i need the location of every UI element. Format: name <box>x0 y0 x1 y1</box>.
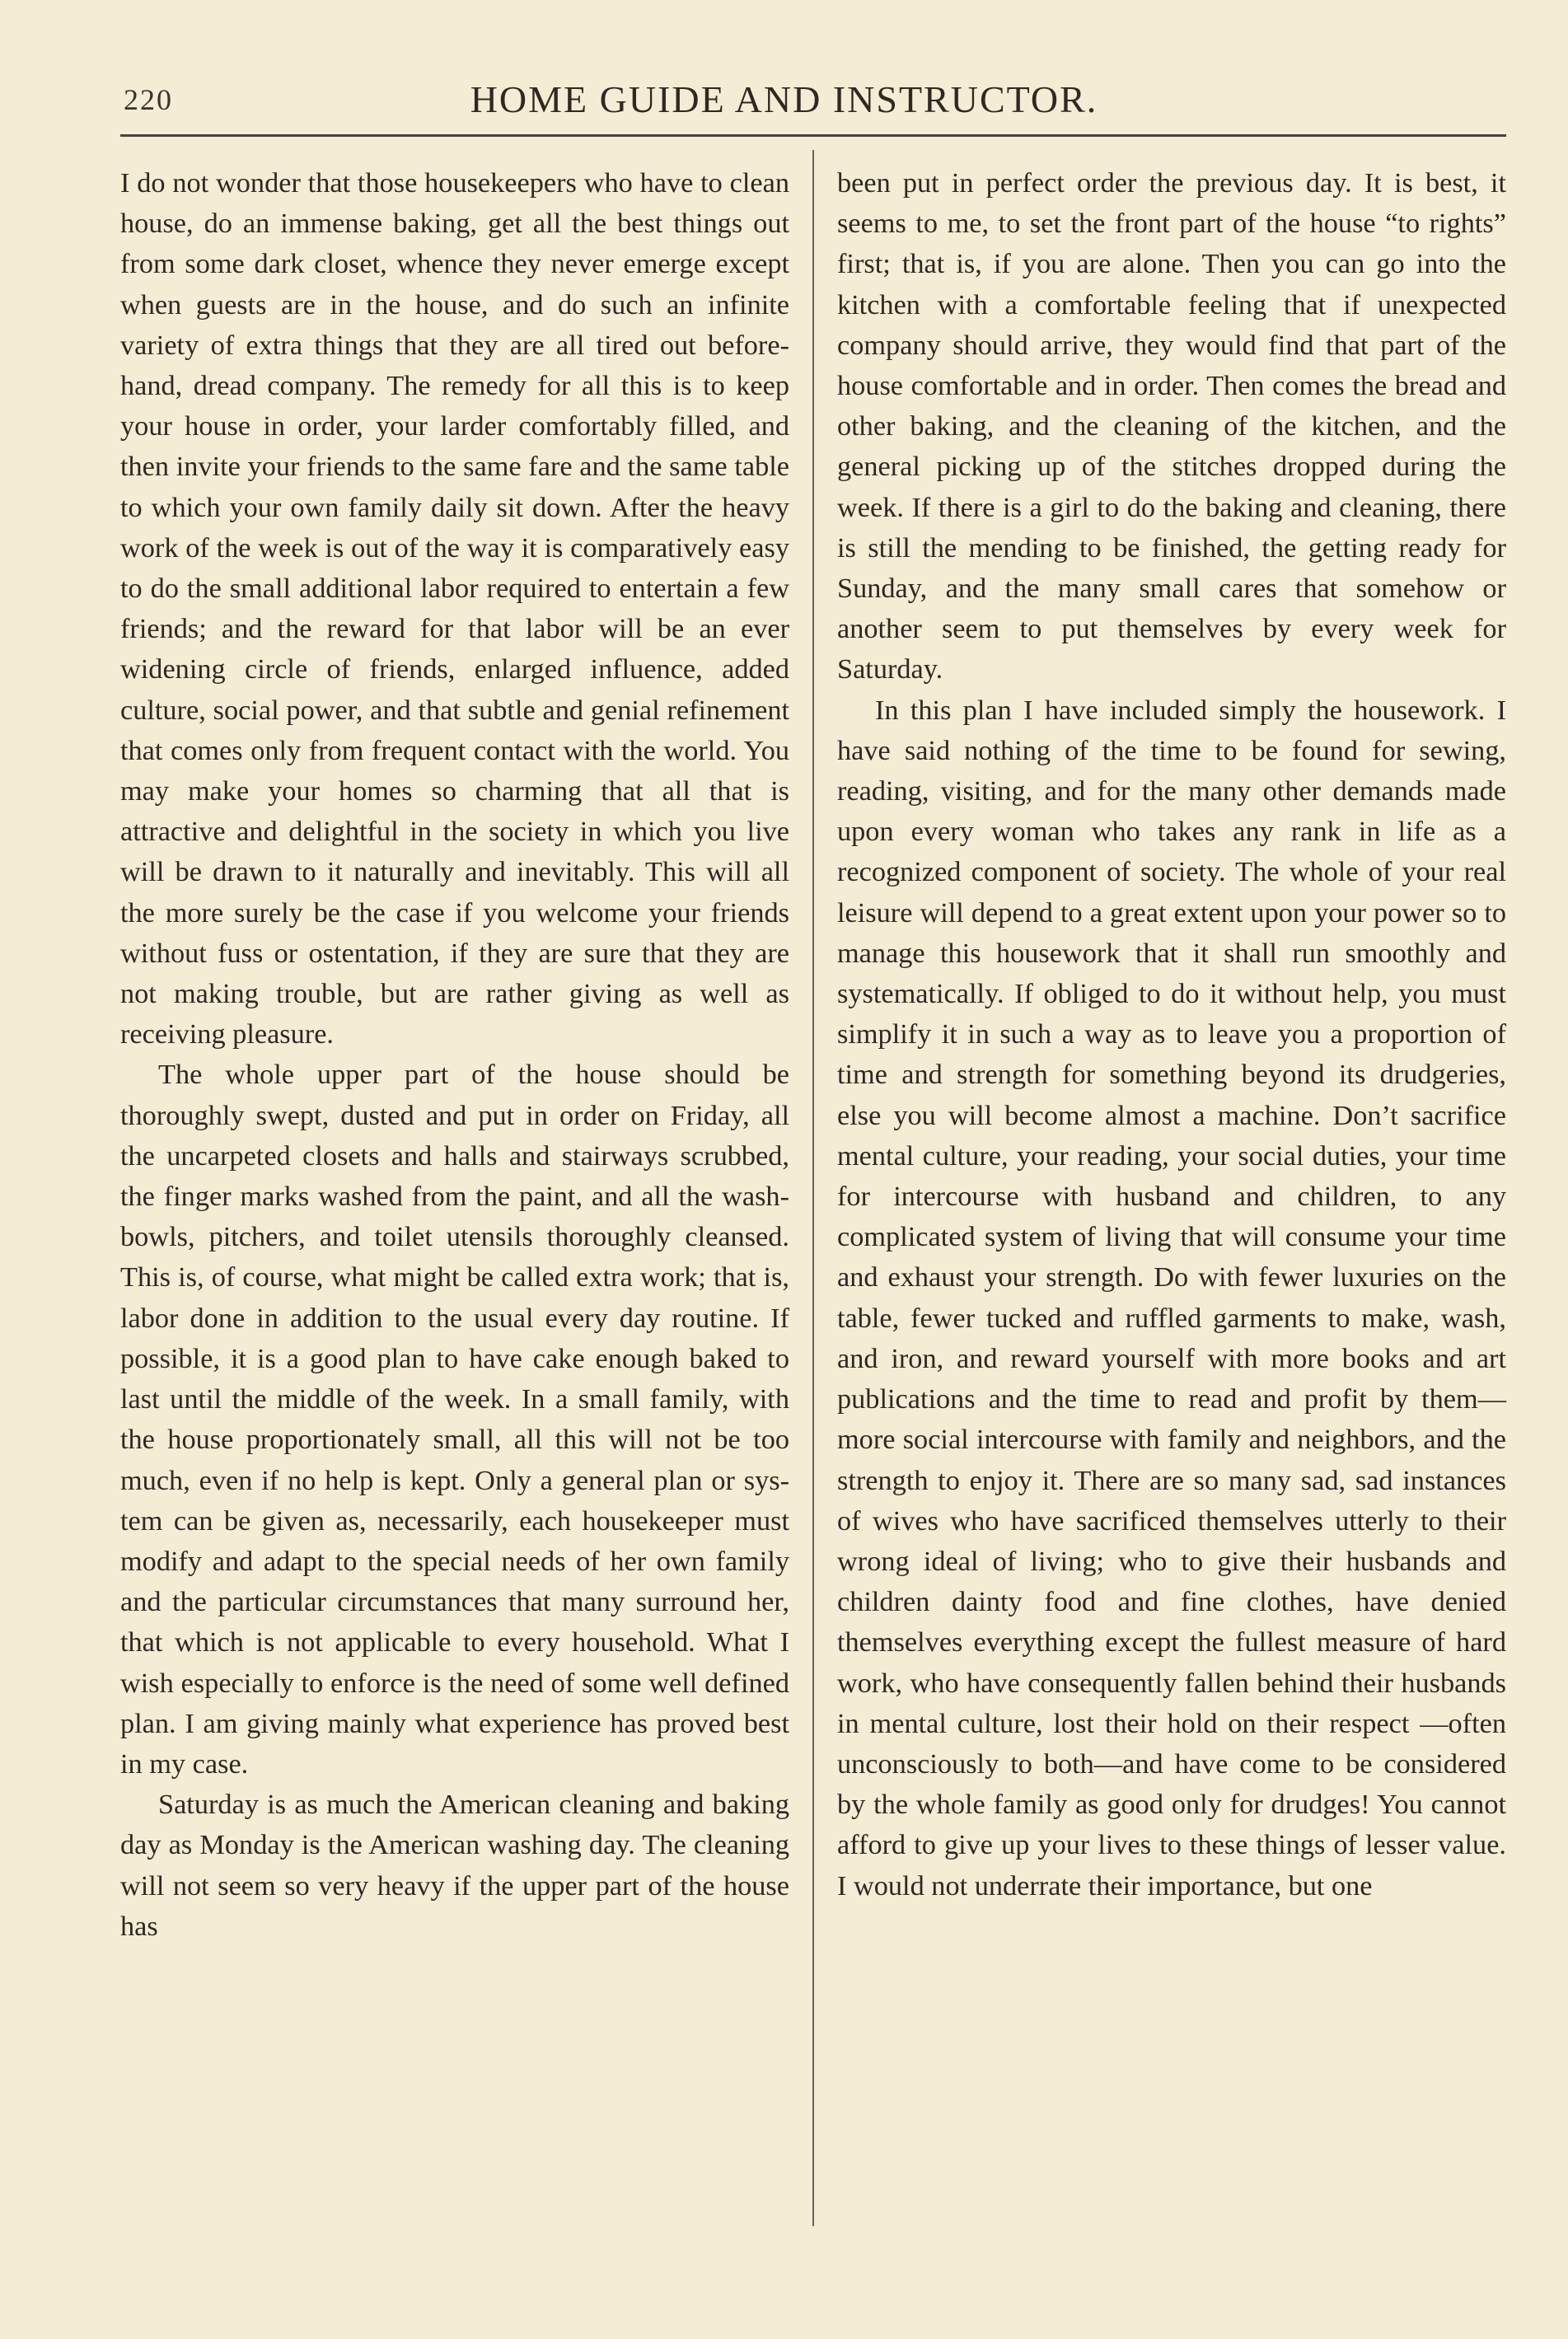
header-rule <box>120 134 1506 137</box>
left-paragraph-1: I do not wonder that those housekeepers who have to clean house, do an immense baking, get all the best things out from some dark closet, whence they never emerge except when guests are in the house, and do such an infinite variety of extra things that they are all tired out beforehand, dread company. The remedy for all this is to keep your house in order, your larder comfortably filled, and then invite your friends to the same fare and the same table to which your own family daily sit down. After the heavy work of the week is out of the way it is comparatively easy to do the small additional labor required to entertain a few friends; and the reward for that labor will be an ever widening circle of friends, enlarged influence, added culture, social power, and that subtle and genial refinement that comes only from frequent contact with the world. You may make your homes so charming that all that is attractive and delightful in the society in which you live will be drawn to it naturally and inevitably. This will all the more surely be the case if you welcome your friends without fuss or ostentation, if they are sure that they are not making trouble, but are rather giving as well as receiving pleasure. <box>120 167 789 1050</box>
column-divider <box>812 150 814 2226</box>
running-head: HOME GUIDE AND INSTRUCTOR. <box>470 78 1098 120</box>
left-column <box>120 163 789 1947</box>
left-paragraph-3: Saturday is as much the American cleaning and baking day as Monday is the American washing day. The cleaning will not seem so very heavy if the upper part of the house has <box>120 1789 789 1942</box>
right-column <box>837 163 1506 1906</box>
right-continuation-paragraph: been put in perfect order the previous day. It is best, it seems to me, to set the front part of the house “to rights” first; that is, if you are alone. Then you can go into the kitchen with a comfortable feeling that if unexpected company should arrive, they would find that part of the house comfortable and in order. Then comes the bread and other baking, and the cleaning of the kitchen, and the general picking up of the stitches dropped during the week. If there is a girl to do the baking and cleaning, there is still the mending to be finished, the getting ready for Sunday, and the many small cares that somehow or another seem to put themselves by every week for Saturday. <box>837 167 1506 685</box>
right-paragraph-1: In this plan I have included simply the housework. I have said nothing of the time to be found for sewing, reading, visiting, and for the many other demands made upon every woman who takes any rank in life as a recognized component of society. The whole of your real leisure will depend to a great extent upon your power so to manage this housework that it shall run smoothly and systematically. If obliged to do it without help, you must simplify it in such a way as to leave you a proportion of time and strength for something beyond its drudgeries, else you will become almost a machine. Don’t sacrifice mental culture, your reading, your social duties, your time for intercourse with husband and children, to any complicated system of living that will consume your time and exhaust your strength. Do with fewer luxuries on the table, fewer tucked and ruffled garments to make, wash, and iron, and reward yourself with more books and art publications and the time to read and profit by them—more social intercourse with family and neighbors, and the strength to enjoy it. There are so many sad, sad instances of wives who have sacrificed themselves utterly to their wrong ideal of living; who to give their husbands and children dainty food and fine clothes, have denied themselves everything except the fullest measure of hard work, who have consequently fallen behind their husbands in mental culture, lost their hold on their respect —often unconsciously to both—and have come to be considered by the whole family as good only for drudges! You cannot afford to give up your lives to these things of lesser value. I would not underrate their importance, but one <box>837 694 1506 1902</box>
left-paragraph-2: The whole upper part of the house should be thoroughly swept, dusted and put in order on Friday, all the uncarpeted closets and halls and stairways scrubbed, the finger marks washed from the paint, and all the wash-bowls, pitchers, and toilet utensils thoroughly cleansed. This is, of course, what might be called extra work; that is, labor done in addition to the usual every day routine. If possible, it is a good plan to have cake enough baked to last until the middle of the week. In a small family, with the house proportionately small, all this will not be too much, even if no help is kept. Only a general plan or system can be given as, necessarily, each housekeeper must modify and adapt to the special needs of her own family and the particular circumstances that many surround her, that which is not applicable to every household. What I wish especially to enforce is the need of some well defined plan. I am giving mainly what experience has proved best in my case. <box>120 1059 789 1780</box>
page-number: 220 <box>124 83 173 116</box>
